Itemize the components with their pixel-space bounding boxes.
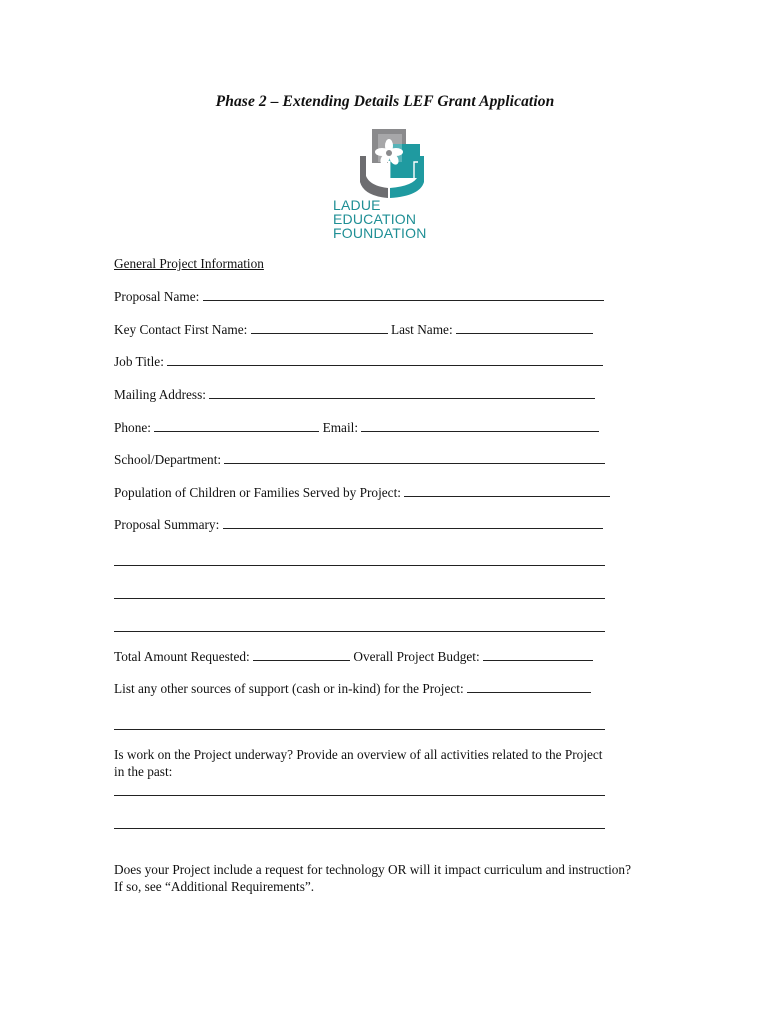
email-field[interactable] xyxy=(361,419,599,432)
total-amount-field[interactable] xyxy=(253,648,350,661)
amount-budget-row xyxy=(114,648,593,666)
technology-question-line-2: If so, see “Additional Requirements”. xyxy=(114,879,315,894)
population-field[interactable] xyxy=(404,484,610,497)
phone-label: Phone: xyxy=(114,420,151,435)
technology-question-line-1: Does your Project include a request for technology OR will it impact curriculum and instruction? xyxy=(114,862,631,877)
other-sources-line-2[interactable] xyxy=(114,729,605,730)
proposal-summary-label: Proposal Summary: xyxy=(114,517,220,532)
overall-budget-field[interactable] xyxy=(483,648,593,661)
phone-email-row xyxy=(114,419,599,437)
job-title-field[interactable] xyxy=(167,353,603,366)
document-title: Phase 2 – Extending Details LEF Grant Application xyxy=(215,93,555,110)
underway-answer-line-1[interactable] xyxy=(114,795,605,796)
job-title-row xyxy=(114,353,603,371)
section-heading: General Project Information xyxy=(114,256,264,271)
school-department-row xyxy=(114,451,605,469)
first-name-field[interactable] xyxy=(251,321,388,334)
other-sources-field[interactable] xyxy=(467,680,591,693)
population-label: Population of Children or Families Served by Project: xyxy=(114,485,401,500)
proposal-summary-line-3[interactable] xyxy=(114,598,605,599)
key-contact-first-name-label: Key Contact First Name: xyxy=(114,322,248,337)
logo-wordmark-line-2: EDUCATION xyxy=(333,211,417,227)
proposal-name-row xyxy=(114,288,604,306)
job-title-label: Job Title: xyxy=(114,354,164,369)
school-department-field[interactable] xyxy=(224,451,605,464)
proposal-name-label: Proposal Name: xyxy=(114,289,200,304)
population-row xyxy=(114,484,610,502)
other-sources-label: List any other sources of support (cash or in-kind) for the Project: xyxy=(114,681,464,696)
last-name-field[interactable] xyxy=(456,321,593,334)
total-amount-label: Total Amount Requested: xyxy=(114,649,250,664)
other-sources-row xyxy=(114,680,591,698)
email-label: Email: xyxy=(322,420,359,435)
last-name-label: Last Name: xyxy=(390,322,453,337)
logo-wordmark-line-3: FOUNDATION xyxy=(333,225,427,241)
underway-question-line-1: Is work on the Project underway? Provide an overview of all activities related to the Project xyxy=(114,747,603,762)
phone-field[interactable] xyxy=(154,419,319,432)
proposal-summary-line-2[interactable] xyxy=(114,565,605,566)
proposal-name-field[interactable] xyxy=(203,288,604,301)
underway-answer-line-2[interactable] xyxy=(114,828,605,829)
mailing-address-label: Mailing Address: xyxy=(114,387,206,402)
overall-budget-label: Overall Project Budget: xyxy=(353,649,480,664)
mailing-address-row xyxy=(114,386,595,404)
proposal-summary-field[interactable] xyxy=(223,516,603,529)
logo-wordmark-line-1: LADUE xyxy=(333,197,381,213)
proposal-summary-line-4[interactable] xyxy=(114,631,605,632)
key-contact-row xyxy=(114,321,593,339)
logo-wordmark xyxy=(333,198,427,240)
underway-question-line-2: in the past: xyxy=(114,764,173,779)
proposal-summary-row xyxy=(114,516,603,534)
school-department-label: School/Department: xyxy=(114,452,222,467)
mailing-address-field[interactable] xyxy=(209,386,595,399)
